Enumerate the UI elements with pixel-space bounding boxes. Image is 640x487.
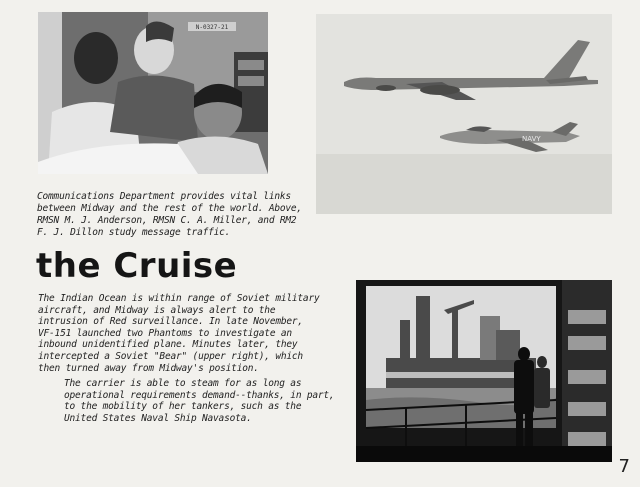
communications-photo xyxy=(38,12,268,174)
page-number: 7 xyxy=(618,456,630,477)
phantom-tail-marking: NAVY xyxy=(522,135,541,143)
tanker-ship-photo xyxy=(356,280,612,462)
photo-caption: Communications Department provides vital links between Midway and the rest of the world. Above, RMSN M. J. Anderson, RMSN C. A. Miller, and RM2 F. J. Dillon study message traffic. xyxy=(37,191,302,238)
panel-label: N-0327-21 xyxy=(195,24,229,31)
body-paragraph-2: The carrier is able to steam for as long as operational requirements demand--thanks, in part, to the mobility of her tankers, such as the United States Naval Ship Navasota. xyxy=(64,378,335,424)
aircraft-intercept-photo xyxy=(316,14,612,214)
body-paragraph-1: The Indian Ocean is within range of Soviet military aircraft, and Midway is always alert to the intrusion of Red surveillance. In late November, VF-151 launched two Phantoms to investigate an inbound unidentified plane. Minutes later, they intercepted a Soviet "Bear" (upper right), which then turned away from Midway's position. xyxy=(38,293,320,374)
section-headline: the Cruise xyxy=(36,246,238,286)
